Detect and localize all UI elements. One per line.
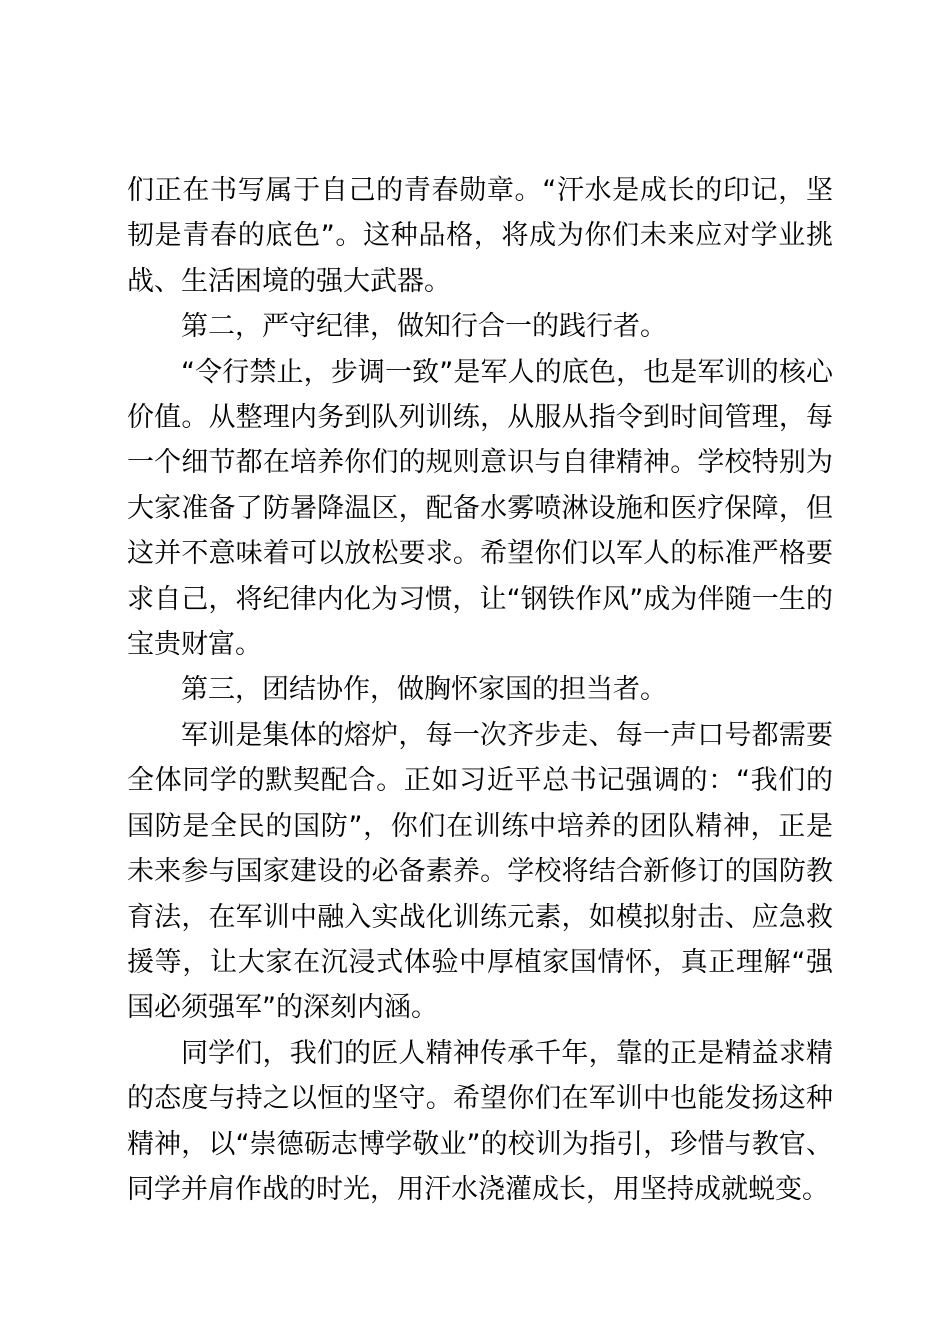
heading-point-three: 第三，团结协作，做胸怀家国的担当者。 <box>181 674 667 706</box>
paragraph-1: 们正在书写属于自己的青春勋章。“汗水是成长的印记，坚韧是青春的底色”。这种品格，将成为你们未来应对学业挑战、生活困境的强大武器。 <box>127 175 833 297</box>
paragraph-teamwork: 军训是集体的熔炉，每一次齐步走、每一声口号都需要全体同学的默契配合。正如习近平总书记强调的：“我们的国防是全民的国防”，你们在训练中培养的团队精神，正是未来参与国家建设的必备素养。学校将结合新修订的国防教育法，在军训中融入实战化训练元素，如模拟射击、应急救援等，让大家在沉浸式体验中厚植家国情怀，真正理解“强国必须强军”的深刻内涵。 <box>127 719 833 1024</box>
document-body <box>127 168 833 1212</box>
heading-point-two: 第二，严守纪律，做知行合一的践行者。 <box>181 311 667 343</box>
paragraph-discipline: “令行禁止，步调一致”是军人的底色，也是军训的核心价值。从整理内务到队列训练，从服从指令到时间管理，每一个细节都在培养你们的规则意识与自律精神。学校特别为大家准备了防暑降温区，配备水雾喷淋设施和医疗保障，但这并不意味着可以放松要求。希望你们以军人的标准严格要求自己，将纪律内化为习惯，让“钢铁作风”成为伴随一生的宝贵财富。 <box>127 356 833 661</box>
paragraph-closing: 同学们，我们的匠人精神传承千年，靠的正是精益求精的态度与持之以恒的坚守。希望你们在军训中也能发扬这种精神，以“崇德砺志博学敬业”的校训为指引，珍惜与教官、同学并肩作战的时光，用汗水浇灌成长，用坚持成就蜕变。 <box>127 1037 833 1205</box>
